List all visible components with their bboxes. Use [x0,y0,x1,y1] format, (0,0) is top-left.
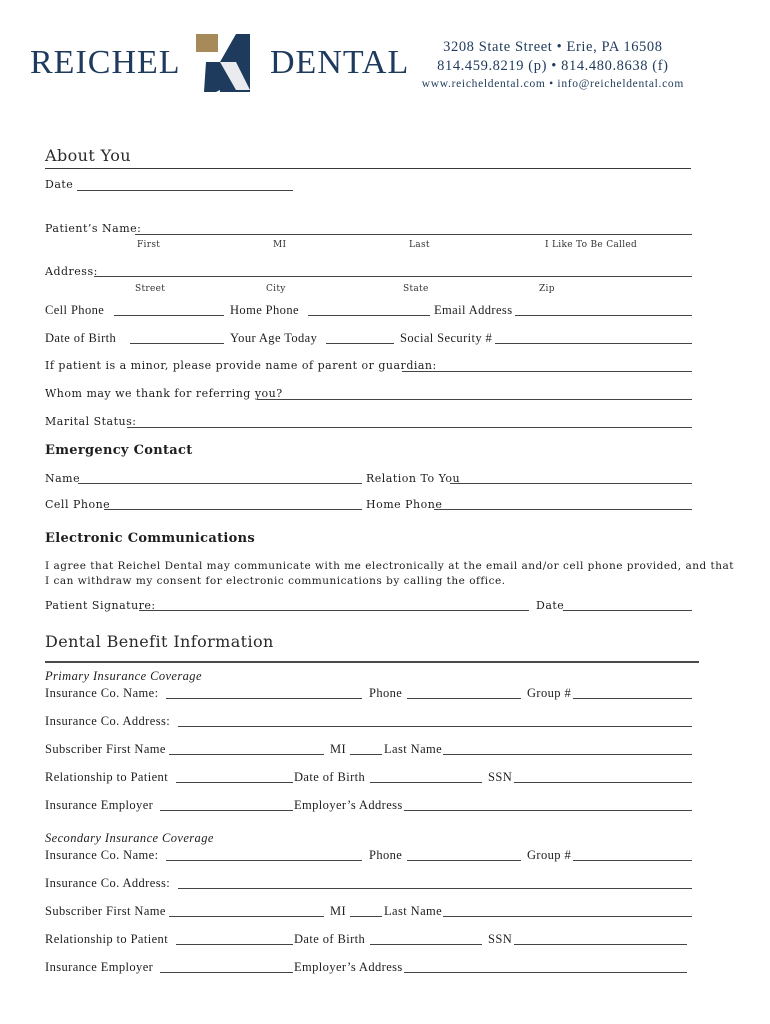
signature-field[interactable] [139,610,529,611]
emergency-name-field[interactable] [78,483,362,484]
secondary-ssn-field[interactable] [514,944,687,945]
ssn-label: Social Security # [400,331,493,345]
primary-mi-field[interactable] [350,754,382,755]
primary-ins-name-label: Insurance Co. Name: [45,686,159,700]
secondary-employer-label: Insurance Employer [45,960,154,974]
secondary-relationship-field[interactable] [176,944,293,945]
primary-employer-address-label: Employer’s Address [294,798,403,812]
practice-address: 3208 State Street • Erie, PA 16508 [443,39,663,55]
emergency-cell-field[interactable] [104,509,362,510]
primary-phone-label: Phone [369,686,403,700]
cell-phone-field[interactable] [114,315,224,316]
age-field[interactable] [326,343,394,344]
logo-word-right: DENTAL [270,44,410,81]
secondary-mi-field[interactable] [350,916,382,917]
secondary-phone-field[interactable] [407,860,521,861]
secondary-ins-name-field[interactable] [166,860,362,861]
primary-last-name-label: Last Name [384,742,443,756]
primary-ins-name-field[interactable] [166,698,362,699]
secondary-group-label: Group # [527,848,572,862]
primary-subscriber-first-label: Subscriber First Name [45,742,166,756]
section-divider [45,661,699,663]
secondary-employer-address-field[interactable] [404,972,687,973]
secondary-dob-field[interactable] [370,944,482,945]
primary-ssn-field[interactable] [514,782,692,783]
secondary-ins-name-label: Insurance Co. Name: [45,848,159,862]
sub-label-state: State [403,284,429,294]
secondary-coverage-heading: Secondary Insurance Coverage [45,831,214,845]
electronic-communications-heading: Electronic Communications [45,531,255,546]
secondary-ssn-label: SSN [488,932,513,946]
primary-employer-label: Insurance Employer [45,798,154,812]
about-you-heading: About You [45,146,131,165]
secondary-ins-address-label: Insurance Co. Address: [45,876,171,890]
date-field[interactable] [77,190,293,191]
signature-date-field[interactable] [563,610,692,611]
practice-phones: 814.459.8219 (p) • 814.480.8638 (f) [437,58,669,74]
date-label: Date [45,178,74,191]
secondary-mi-label: MI [330,904,347,918]
primary-relationship-field[interactable] [176,782,293,783]
secondary-dob-label: Date of Birth [294,932,366,946]
guardian-field[interactable] [402,371,692,372]
dental-benefit-heading: Dental Benefit Information [45,632,274,651]
primary-coverage-heading: Primary Insurance Coverage [45,669,202,683]
signature-date-label: Date [536,599,565,612]
primary-group-label: Group # [527,686,572,700]
consent-text: I agree that Reichel Dental may communicate with me electronically at the email and/or cell phone provided, and that I can withdraw my consent for electronic communications by calling the office. [45,560,734,587]
secondary-last-name-label: Last Name [384,904,443,918]
emergency-relation-label: Relation To You [366,472,461,485]
secondary-ins-address-field[interactable] [178,888,692,889]
secondary-employer-field[interactable] [160,972,293,973]
practice-web-email: www.reicheldental.com • info@reicheldental.com [421,78,684,90]
primary-relationship-label: Relationship to Patient [45,770,169,784]
secondary-employer-address-label: Employer’s Address [294,960,403,974]
logo-word-left: REICHEL [30,44,181,81]
primary-mi-label: MI [330,742,347,756]
primary-group-field[interactable] [573,698,692,699]
sub-label-zip: Zip [539,284,555,294]
sub-label-last: Last [409,240,430,250]
primary-ins-address-label: Insurance Co. Address: [45,714,171,728]
secondary-group-field[interactable] [573,860,692,861]
primary-employer-field[interactable] [160,810,293,811]
primary-dob-label: Date of Birth [294,770,366,784]
emergency-relation-field[interactable] [450,483,692,484]
emergency-cell-label: Cell Phone [45,498,111,511]
marital-status-field[interactable] [127,427,692,428]
secondary-subscriber-first-field[interactable] [169,916,324,917]
emergency-name-label: Name [45,472,81,485]
referral-field[interactable] [257,399,692,400]
signature-label: Patient Signature: [45,599,156,612]
secondary-last-name-field[interactable] [443,916,692,917]
emergency-home-field[interactable] [434,509,692,510]
primary-ssn-label: SSN [488,770,513,784]
referral-label: Whom may we thank for referring you? [45,387,283,400]
address-label: Address: [45,265,98,278]
primary-ins-address-field[interactable] [178,726,692,727]
minor-guardian-label: If patient is a minor, please provide name of parent or guardian: [45,359,437,372]
sub-label-street: Street [135,284,166,294]
logo-mark-icon [196,32,256,94]
secondary-relationship-label: Relationship to Patient [45,932,169,946]
sub-label-preferred-name: I Like To Be Called [545,240,638,250]
secondary-subscriber-first-label: Subscriber First Name [45,904,166,918]
sub-label-city: City [266,284,286,294]
patient-name-label: Patient’s Name: [45,222,142,235]
patient-name-field[interactable] [135,234,692,235]
primary-subscriber-first-field[interactable] [169,754,324,755]
primary-phone-field[interactable] [407,698,521,699]
emergency-contact-heading: Emergency Contact [45,443,193,458]
home-phone-label: Home Phone [230,303,299,317]
ssn-field[interactable] [495,343,692,344]
sub-label-mi: MI [273,240,287,250]
email-field[interactable] [515,315,692,316]
primary-employer-address-field[interactable] [404,810,692,811]
dob-field[interactable] [130,343,224,344]
age-label: Your Age Today [230,331,318,345]
address-field[interactable] [94,276,692,277]
email-label: Email Address [434,303,513,317]
home-phone-field[interactable] [308,315,430,316]
secondary-phone-label: Phone [369,848,403,862]
section-divider [45,168,691,169]
marital-status-label: Marital Status: [45,415,137,428]
primary-last-name-field[interactable] [443,754,692,755]
dob-label: Date of Birth [45,331,117,345]
primary-dob-field[interactable] [370,782,482,783]
emergency-home-label: Home Phone [366,498,443,511]
practice-contact-block [422,38,684,92]
sub-label-first: First [137,240,161,250]
cell-phone-label: Cell Phone [45,303,105,317]
